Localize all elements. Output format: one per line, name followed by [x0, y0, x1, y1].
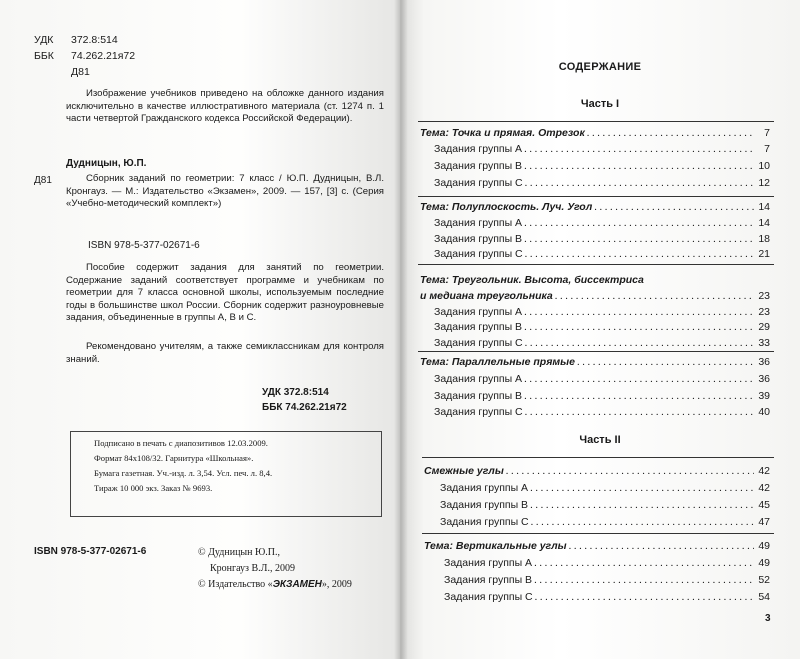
toc-entry-label: Задания группы А	[434, 217, 523, 229]
imprint-line-4: Тираж 10 000 экз. Заказ № 9693.	[94, 483, 213, 493]
toc-entry-page: 10	[758, 160, 770, 172]
toc-entry[interactable]	[444, 574, 770, 588]
toc-entry[interactable]	[434, 390, 770, 404]
toc-entry-page: 7	[764, 127, 770, 139]
toc-entry-page: 42	[758, 465, 770, 477]
part-2-rule	[422, 457, 774, 458]
imprint-line-1: Подписано в печать с диапозитивов 12.03.2009.	[94, 438, 268, 448]
toc-entry-page: 29	[758, 321, 770, 333]
right-page	[400, 0, 800, 659]
toc-entry[interactable]	[434, 321, 770, 335]
toc-entry[interactable]	[434, 177, 770, 191]
toc-entry[interactable]	[434, 233, 770, 247]
toc-entry-page: 49	[758, 540, 770, 552]
author: Дудницын, Ю.П.	[66, 158, 147, 169]
toc-entry-label: Задания группы В	[434, 390, 523, 402]
toc-entry-label: Задания группы С	[444, 591, 533, 603]
leader-dots	[525, 249, 754, 260]
toc-entry-page: 23	[758, 290, 770, 302]
toc-entry-page: 33	[758, 337, 770, 349]
toc-entry-page: 45	[758, 499, 770, 511]
leader-dots	[524, 161, 754, 172]
toc-entry-topic[interactable]	[420, 201, 770, 215]
toc-entry-topic-continued[interactable]	[420, 290, 770, 304]
leader-dots	[534, 558, 754, 569]
isbn-mid: ISBN 978-5-377-02671-6	[88, 240, 200, 251]
section-rule-4	[422, 533, 774, 534]
toc-entry-label: Задания группы А	[434, 143, 523, 155]
toc-entry-page: 21	[758, 248, 770, 260]
bbk-label: ББК	[34, 50, 54, 62]
toc-entry-label: Задания группы А	[434, 373, 523, 385]
toc-entry-label: Задания группы С	[434, 337, 523, 349]
copyright-prefix: © Издательство «	[198, 579, 273, 590]
leader-dots	[506, 466, 754, 477]
toc-entry-topic[interactable]	[420, 356, 770, 370]
toc-entry-label: Задания группы А	[434, 306, 523, 318]
copyright-suffix: », 2009	[321, 579, 352, 590]
publisher-brand: ЭКЗАМЕН	[272, 579, 322, 590]
toc-entry-page: 36	[758, 356, 770, 368]
toc-entry-page: 14	[758, 201, 770, 213]
imprint-line-2: Формат 84х108/32. Гарнитура «Школьная».	[94, 453, 254, 463]
leader-dots	[594, 202, 754, 213]
toc-entry-label: Задания группы В	[434, 321, 523, 333]
toc-entry-label: Смежные углы	[424, 465, 504, 477]
classmark: Д81	[71, 66, 90, 78]
leader-dots	[535, 592, 754, 603]
toc-entry-label: Задания группы А	[440, 482, 529, 494]
leader-dots	[530, 500, 754, 511]
toc-entry-label: Задания группы С	[440, 516, 529, 528]
toc-entry[interactable]	[434, 248, 770, 262]
toc-entry-page: 14	[758, 217, 770, 229]
page-number: 3	[765, 613, 771, 624]
toc-entry[interactable]	[434, 406, 770, 420]
toc-entry[interactable]	[434, 373, 770, 387]
catalog-entry: Сборник заданий по геометрии: 7 класс / Ю.П. Дудницын, В.Л. Кронгауз. — М.: Издательство «Экзамен», 2009. — 157, [3] с. (Серия «Учебно-методический комплект»)	[66, 173, 384, 209]
part-2-heading: Часть II	[579, 434, 621, 446]
toc-entry-label: Тема: Параллельные прямые	[420, 356, 575, 368]
section-rule-1	[418, 196, 774, 197]
leader-dots	[524, 307, 754, 318]
toc-entry-label: Задания группы А	[444, 557, 533, 569]
leader-dots	[525, 407, 754, 418]
toc-entry-topic[interactable]	[424, 465, 770, 479]
toc-entry-label: Задания группы В	[434, 233, 523, 245]
toc-entry[interactable]	[434, 160, 770, 174]
toc-entry-label: Задания группы В	[434, 160, 523, 172]
copyright-line-1: © Дудницын Ю.П.,	[198, 547, 281, 558]
bbk-line	[34, 50, 135, 62]
toc-entry-label: Задания группы С	[434, 406, 523, 418]
toc-entry-label: Тема: Треугольник. Высота, биссектриса	[420, 274, 644, 286]
toc-entry[interactable]	[440, 482, 770, 496]
leader-dots	[524, 234, 754, 245]
toc-entry-page: 18	[758, 233, 770, 245]
toc-entry-topic[interactable]	[420, 274, 770, 288]
book-gutter	[394, 0, 408, 659]
toc-entry-page: 42	[758, 482, 770, 494]
bbk-repeat: ББК 74.262.21я72	[262, 402, 347, 413]
leader-dots	[524, 391, 754, 402]
toc-entry[interactable]	[444, 591, 770, 605]
leader-dots	[587, 128, 754, 139]
toc-entry-page: 49	[758, 557, 770, 569]
udk-repeat: УДК 372.8:514	[262, 387, 329, 398]
udk-value: 372.8:514	[71, 34, 118, 46]
toc-entry-page: 40	[758, 406, 770, 418]
toc-entry-page: 12	[758, 177, 770, 189]
abstract-paragraph-2: Рекомендовано учителям, а также семиклассникам для контроля знаний.	[66, 341, 384, 365]
udk-label: УДК	[34, 34, 54, 46]
toc-entry-label: Задания группы В	[440, 499, 529, 511]
leader-dots	[577, 357, 754, 368]
leader-dots	[524, 374, 754, 385]
bbk-value: 74.262.21я72	[71, 50, 136, 62]
toc-entry-page: 39	[758, 390, 770, 402]
section-rule-3	[418, 351, 774, 352]
leader-dots	[525, 178, 754, 189]
isbn-bottom: ISBN 978-5-377-02671-6	[34, 546, 147, 557]
toc-entry-page: 7	[764, 143, 770, 155]
toc-entry-label: Задания группы В	[444, 574, 533, 586]
section-rule-2	[418, 264, 774, 265]
leader-dots	[524, 218, 754, 229]
toc-entry[interactable]	[440, 499, 770, 513]
part-1-rule	[418, 121, 774, 122]
leader-dots	[530, 483, 754, 494]
toc-entry-label: Тема: Точка и прямая. Отрезок	[420, 127, 585, 139]
toc-entry-label: Задания группы С	[434, 248, 523, 260]
imprint-line-3: Бумага газетная. Уч.-изд. л. 3,54. Усл. печ. л. 8,4.	[94, 468, 273, 478]
leader-dots	[534, 575, 754, 586]
leader-dots	[531, 517, 754, 528]
catalog-mark: Д81	[34, 175, 52, 186]
toc-entry-page: 52	[758, 574, 770, 586]
toc-title: СОДЕРЖАНИЕ	[558, 61, 642, 73]
copyright-line-2: Кронгауз В.Л., 2009	[210, 563, 295, 574]
toc-entry[interactable]	[444, 557, 770, 571]
toc-entry-label: Тема: Полуплоскость. Луч. Угол	[420, 201, 593, 213]
toc-entry-topic[interactable]	[420, 127, 770, 141]
image-note: Изображение учебников приведено на обложке данного издания исключительно в качестве иллюстративного материала (ст. 1274 п. 1 части четвертой Гражданского кодекса Российской Федерации).	[66, 88, 384, 124]
toc-entry[interactable]	[434, 306, 770, 320]
toc-entry-page: 23	[758, 306, 770, 318]
udk-line	[34, 34, 118, 46]
toc-entry[interactable]	[434, 217, 770, 231]
toc-entry-topic[interactable]	[424, 540, 770, 554]
toc-entry[interactable]	[434, 143, 770, 157]
leader-dots	[524, 322, 754, 333]
toc-entry-page: 54	[758, 591, 770, 603]
toc-entry-page: 36	[758, 373, 770, 385]
leader-dots	[555, 291, 754, 302]
toc-entry-label: Тема: Вертикальные углы	[424, 540, 567, 552]
imprint-box	[70, 431, 382, 517]
leader-dots	[525, 338, 754, 349]
toc-entry[interactable]	[440, 516, 770, 530]
toc-entry[interactable]	[434, 337, 770, 351]
abstract-paragraph-1: Пособие содержит задания для занятий по геометрии. Содержание заданий соответствует программе и учебникам по геометрии для 7 класса основной школы, используемым последние годы в большинстве школ России. Сборник содержит разноуровневые задания, объединенные в группы А, В и С.	[66, 262, 384, 324]
part-1-heading: Часть I	[580, 98, 620, 110]
copyright-line-3	[198, 578, 352, 591]
toc-entry-label: и медиана треугольника	[420, 290, 553, 302]
leader-dots	[569, 541, 754, 552]
toc-entry-label: Задания группы С	[434, 177, 523, 189]
toc-entry-page: 47	[758, 516, 770, 528]
leader-dots	[524, 144, 754, 155]
